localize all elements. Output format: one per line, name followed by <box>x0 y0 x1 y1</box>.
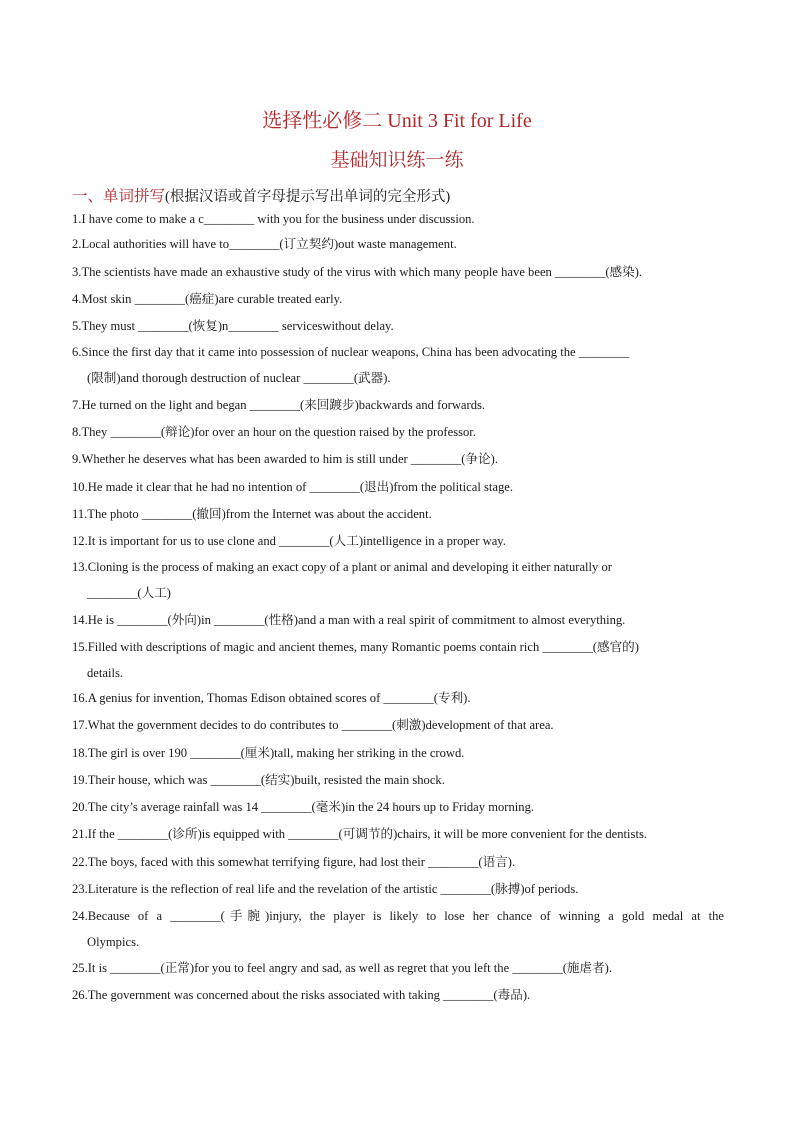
section-instruction: (根据汉语或首字母提示写出单词的完全形式) <box>165 189 451 205</box>
question-line: 1.I have come to make a c________ with you for the business under discussion. <box>72 212 475 226</box>
question-line: 18.The girl is over 190 ________(厘米)tall, making her striking in the crowd. <box>72 746 465 760</box>
question-line: 26.The government was concerned about the risks associated with taking ________(毒品). <box>72 988 531 1002</box>
question-line: 13.Cloning is the process of making an exact copy of a plant or animal and developing it either naturally or <box>72 560 612 574</box>
question-line: 21.If the ________(诊所)is equipped with ________(可调节的)chairs, it will be more convenient for the dentists. <box>72 827 648 841</box>
document-title: 选择性必修二 Unit 3 Fit for Life <box>262 110 532 132</box>
question-line: 14.He is ________(外向)in ________(性格)and a man with a real spirit of commitment to almost everything. <box>72 613 626 627</box>
question-line-continued: (限制)and thorough destruction of nuclear ________(武器). <box>87 371 391 385</box>
question-line: 9.Whether he deserves what has been awarded to him is still under ________(争论). <box>72 452 498 466</box>
section-heading <box>72 184 450 206</box>
question-line: 23.Literature is the reflection of real life and the revelation of the artistic ________(脉搏)of periods. <box>72 882 579 896</box>
question-line: 25.It is ________(正常)for you to feel angry and sad, as well as regret that you left the ________(施虐者). <box>72 961 613 975</box>
question-line: 15.Filled with descriptions of magic and ancient themes, many Romantic poems contain rich ________(感官的) <box>72 640 639 654</box>
question-line: 17.What the government decides to do contributes to ________(刺激)development of that area. <box>72 718 554 732</box>
question-line-continued: Olympics. <box>87 935 140 949</box>
question-line: 4.Most skin ________(癌症)are curable treated early. <box>72 292 343 306</box>
question-line: 10.He made it clear that he had no intention of ________(退出)from the political stage. <box>72 480 514 494</box>
section-title: 一、单词拼写 <box>72 188 166 205</box>
question-line: 3.The scientists have made an exhaustive study of the virus with which many people have been ________(感染). <box>72 265 643 279</box>
question-line: 12.It is important for us to use clone and ________(人工)intelligence in a proper way. <box>72 534 506 548</box>
question-line: 2.Local authorities will have to________(订立契约)out waste management. <box>72 237 457 251</box>
question-line: 7.He turned on the light and began ________(来回踱步)backwards and forwards. <box>72 398 486 412</box>
question-line: 22.The boys, faced with this somewhat terrifying figure, had lost their ________(语言). <box>72 855 516 869</box>
question-line: 19.Their house, which was ________(结实)built, resisted the main shock. <box>72 773 445 787</box>
question-line: 6.Since the first day that it came into possession of nuclear weapons, China has been advocating the ________ <box>72 345 630 359</box>
document-subtitle: 基础知识练一练 <box>330 150 464 171</box>
question-line-continued: ________(人工) <box>87 586 171 600</box>
question-line: 16.A genius for invention, Thomas Edison obtained scores of ________(专利). <box>72 691 471 705</box>
question-line-continued: details. <box>87 666 124 680</box>
question-line: 5.They must ________(恢复)n________ serviceswithout delay. <box>72 319 394 333</box>
question-line: 24.Because of a ________(手腕)injury, the player is likely to lose her chance of winning a gold medal at the <box>72 909 724 923</box>
question-line: 8.They ________(辩论)for over an hour on the question raised by the professor. <box>72 425 476 439</box>
question-line: 20.The city’s average rainfall was 14 ________(毫米)in the 24 hours up to Friday morning. <box>72 800 535 814</box>
question-line: 11.The photo ________(撤回)from the Internet was about the accident. <box>72 507 432 521</box>
